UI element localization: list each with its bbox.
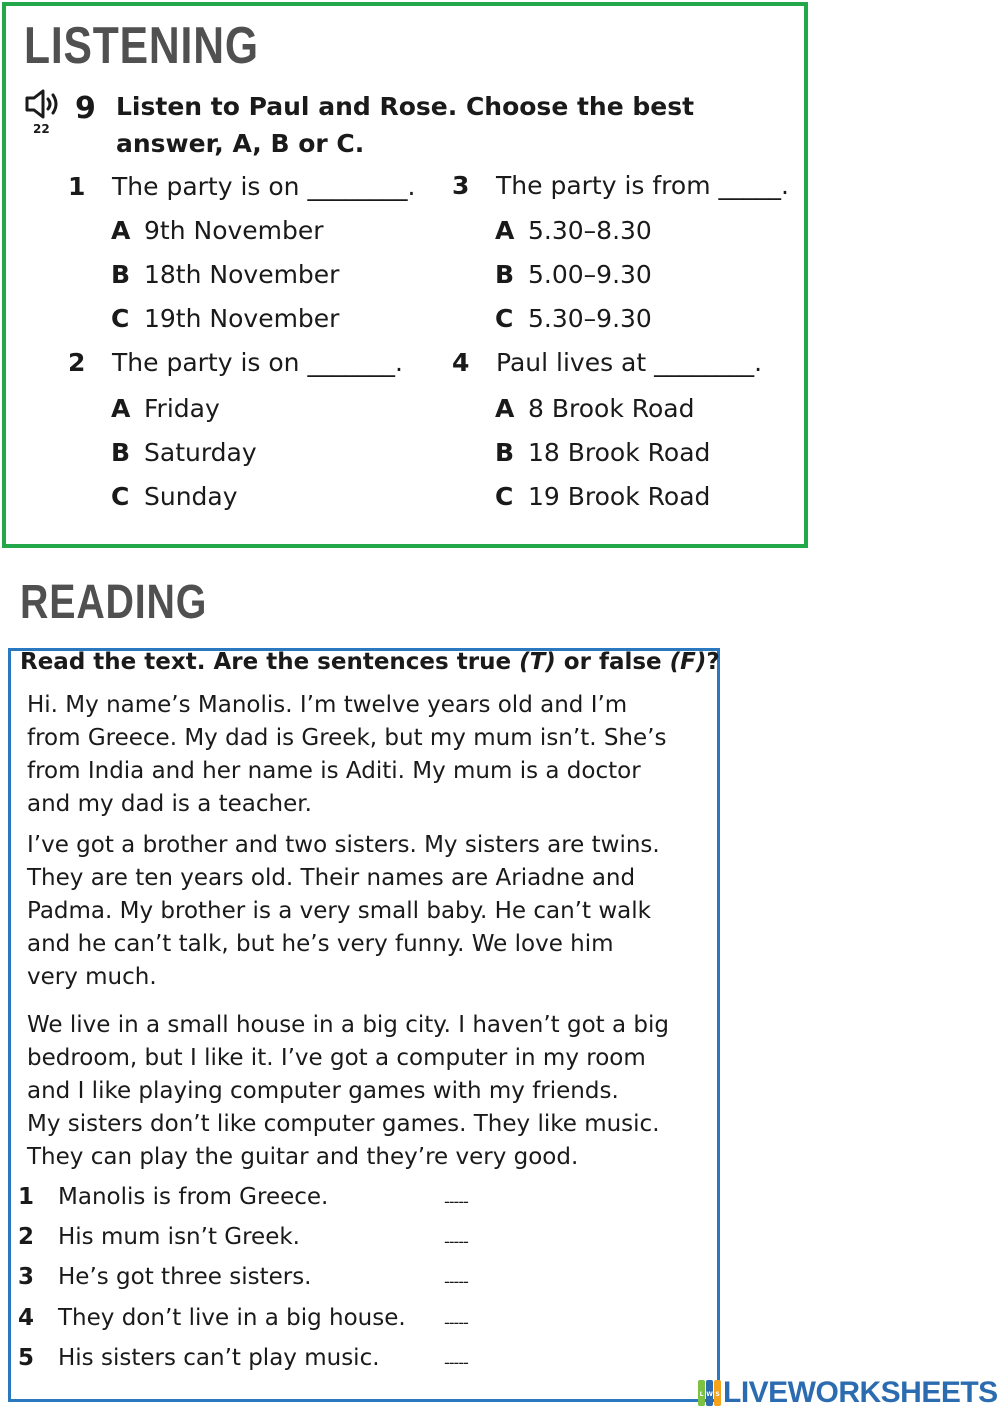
question-number: 1 — [68, 172, 86, 201]
question-text: The party is from _____. — [496, 171, 789, 200]
logo-mark-icon — [697, 1379, 723, 1407]
statement-text: His mum isn’t Greek. — [58, 1224, 300, 1250]
option-letter: A — [111, 394, 131, 423]
logo-mark-letter: W — [706, 1391, 713, 1398]
statement-number: 4 — [18, 1305, 35, 1331]
text-line: Hi. My name’s Manolis. I’m twelve years old and I’m — [27, 692, 628, 718]
text-line: Padma. My brother is a very small baby. He can’t walk — [27, 898, 651, 924]
question-text: Paul lives at ________. — [496, 348, 763, 377]
statement-text: He’s got three sisters. — [58, 1264, 312, 1290]
text-line: very much. — [27, 964, 157, 990]
true-label: (T) — [519, 649, 556, 675]
statement-number: 2 — [18, 1224, 35, 1250]
option-text: 19th November — [144, 304, 340, 333]
answer-blank[interactable]: ----- — [444, 1192, 468, 1211]
option-letter: B — [495, 438, 515, 467]
option-letter: C — [495, 482, 514, 511]
logo-text: LIVEWORKSHEETS — [723, 1376, 998, 1409]
listening-heading: LISTENING — [24, 17, 259, 75]
instruction-text: or false — [555, 649, 670, 675]
reading-paragraph-2 — [27, 829, 707, 994]
answer-blank[interactable]: ----- — [444, 1272, 468, 1291]
answer-blank[interactable]: ----- — [444, 1232, 468, 1251]
option-letter: C — [495, 304, 514, 333]
question-text: The party is on ________. — [112, 172, 416, 201]
answer-blank[interactable]: ----- — [444, 1353, 468, 1372]
listening-instruction: Listen to Paul and Rose. Choose the best answer, A, B or C. — [116, 92, 695, 158]
statement-text: Manolis is from Greece. — [58, 1184, 329, 1210]
statement-text: His sisters can’t play music. — [58, 1345, 380, 1371]
question-number: 3 — [452, 171, 470, 200]
reading-instruction — [20, 649, 720, 675]
option-text: Saturday — [144, 438, 257, 467]
option-letter: A — [495, 216, 515, 245]
option-letter: A — [111, 216, 131, 245]
statement-number: 5 — [18, 1345, 35, 1371]
text-line: We live in a small house in a big city. I haven’t got a big — [27, 1012, 669, 1038]
statement-number: 3 — [18, 1264, 35, 1290]
option-text: 5.30–8.30 — [528, 216, 652, 245]
answer-blank[interactable]: ----- — [444, 1313, 468, 1332]
option-letter: B — [495, 260, 515, 289]
option-letter: B — [111, 260, 131, 289]
option-letter: C — [111, 304, 130, 333]
option-text: 19 Brook Road — [528, 482, 711, 511]
statement-number: 1 — [18, 1184, 35, 1210]
task-number: 9 — [75, 91, 96, 126]
option-letter: B — [111, 438, 131, 467]
text-line: and he can’t talk, but he’s very funny. We love him — [27, 931, 614, 957]
text-line: and I like playing computer games with my friends. — [27, 1078, 619, 1104]
false-label: (F) — [669, 649, 707, 675]
reading-paragraph-3 — [27, 1009, 707, 1174]
instruction-text: Read the text. Are the sentences true — [20, 649, 520, 675]
reading-paragraph-1 — [27, 689, 707, 821]
option-letter: A — [495, 394, 515, 423]
logo-mark-letter: S — [715, 1391, 720, 1398]
speaker-icon[interactable] — [24, 88, 62, 120]
text-line: from India and her name is Aditi. My mum is a doctor — [27, 758, 641, 784]
question-text: The party is on _______. — [112, 348, 403, 377]
text-line: They can play the guitar and they’re very good. — [27, 1144, 579, 1170]
text-line: They are ten years old. Their names are Ariadne and — [27, 865, 636, 891]
option-text: 18 Brook Road — [528, 438, 711, 467]
option-text: 5.30–9.30 — [528, 304, 652, 333]
question-number: 4 — [452, 348, 470, 377]
track-number: 22 — [33, 122, 50, 136]
option-text: 18th November — [144, 260, 340, 289]
option-text: Sunday — [144, 482, 238, 511]
text-line: from Greece. My dad is Greek, but my mum isn’t. She’s — [27, 725, 667, 751]
text-line: and my dad is a teacher. — [27, 791, 312, 817]
option-text: 9th November — [144, 216, 324, 245]
option-text: 8 Brook Road — [528, 394, 695, 423]
logo-mark-letter: L — [699, 1391, 704, 1398]
text-line: bedroom, but I like it. I’ve got a computer in my room — [27, 1045, 646, 1071]
text-line: My sisters don’t like computer games. They like music. — [27, 1111, 660, 1137]
text-line: I’ve got a brother and two sisters. My sisters are twins. — [27, 832, 660, 858]
instruction-text: ? — [706, 649, 720, 675]
statement-text: They don’t live in a big house. — [58, 1305, 406, 1331]
reading-heading: READING — [20, 576, 208, 629]
option-letter: C — [111, 482, 130, 511]
option-text: Friday — [144, 394, 220, 423]
option-text: 5.00–9.30 — [528, 260, 652, 289]
question-number: 2 — [68, 348, 86, 377]
